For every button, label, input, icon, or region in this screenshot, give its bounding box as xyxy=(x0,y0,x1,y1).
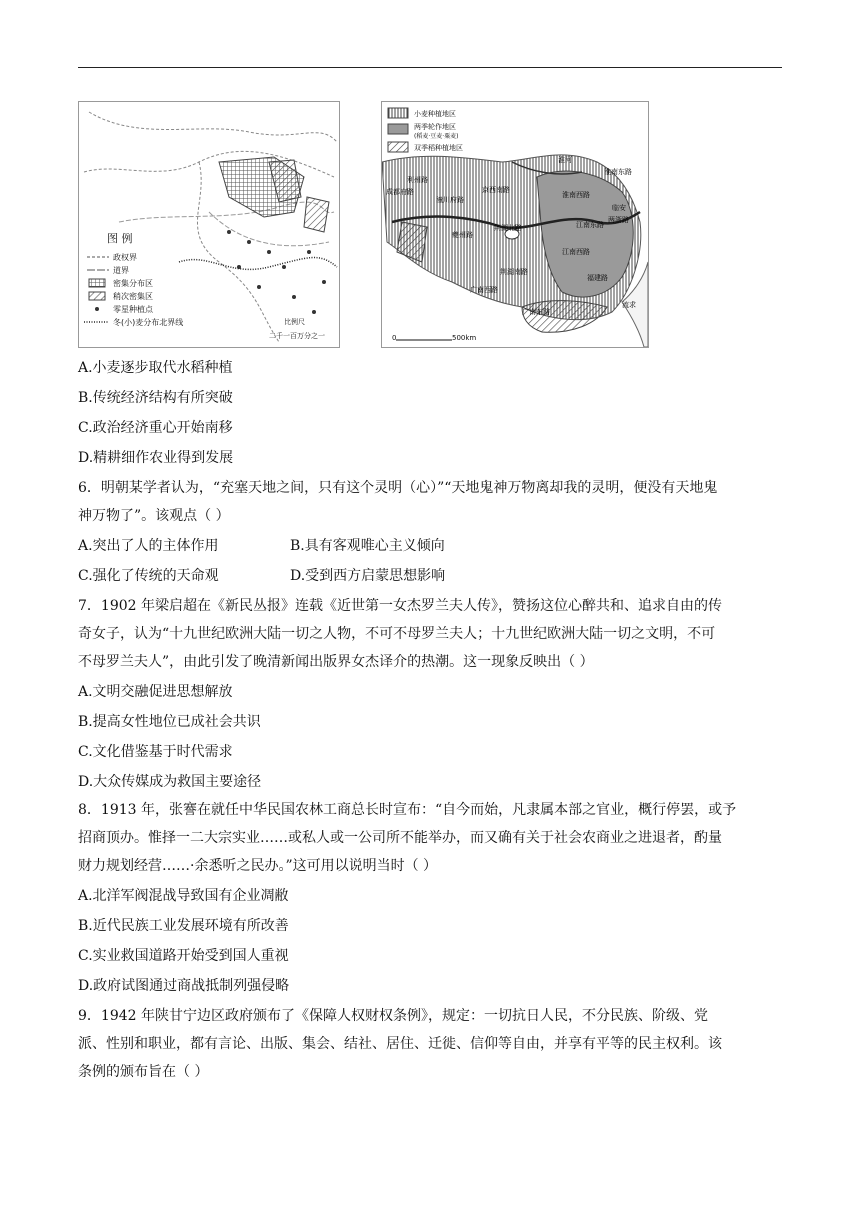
left-legend-title: 图 例 xyxy=(107,232,133,245)
song-agriculture-map xyxy=(382,102,648,347)
region-label: 京西南路 xyxy=(482,186,510,194)
q7-stem-line: 奇女子，认为“十九世纪欧洲大陆一切之人物，不可不母罗兰夫人；十九世纪欧洲大陆一切之文明，不可 xyxy=(78,626,716,642)
left-legend-item: 零星种植点 xyxy=(113,305,153,314)
q6-option-c: C.强化了传统的天命观 xyxy=(78,568,219,584)
region-label: 江南西路 xyxy=(562,248,590,256)
q5-option-c: C.政治经济重心开始南移 xyxy=(78,420,233,436)
left-scale-label: 比例尺 xyxy=(284,318,305,326)
region-label: 淮南东路 xyxy=(604,168,632,176)
region-label: 淮河 xyxy=(558,156,572,164)
q9-stem-line: 条例的颁布旨在（ ） xyxy=(78,1064,209,1080)
region-label: 临安 xyxy=(612,204,626,212)
q9-stem-line: 9．1942 年陕甘宁边区政府颁布了《保障人权财权条例》，规定：一切抗日人民，不分民族、阶级、党 xyxy=(78,1008,708,1024)
q8-stem-line: 财力规划经营……·余悉听之民办。”这可用以说明当时（ ） xyxy=(78,858,438,874)
q6-stem-line: 6．明朝某学者认为，“充塞天地之间，只有这个灵明（心）”“天地鬼神万物离却我的灵明，便没有天地鬼 xyxy=(78,480,718,496)
region-label: 福建路 xyxy=(587,274,608,282)
right-legend-item: 两季轮作地区 xyxy=(414,123,456,131)
right-scale-zero: 0 xyxy=(392,334,397,342)
q6-stem-line: 神万物了”。该观点（ ） xyxy=(78,508,230,524)
q8-option-a: A.北洋军阀混战导致国有企业凋敝 xyxy=(78,888,289,904)
q7-option-b: B.提高女性地位已成社会共识 xyxy=(78,714,261,730)
q7-option-a: A.文明交融促进思想解放 xyxy=(78,684,233,700)
left-map xyxy=(78,101,340,348)
region-label: 利州路 xyxy=(407,176,428,184)
left-legend-item: 道界 xyxy=(113,266,129,275)
region-label: 淮南西路 xyxy=(562,191,590,199)
region-label: 广南西路 xyxy=(470,286,498,294)
q6-option-d: D.受到西方启蒙思想影响 xyxy=(290,568,446,584)
left-legend-item: 冬(小)麦分布北界线 xyxy=(113,318,184,327)
q5-option-d: D.精耕细作农业得到发展 xyxy=(78,450,234,466)
q6-option-a: A.突出了人的主体作用 xyxy=(78,538,219,554)
region-label: 广南东路 xyxy=(522,308,550,316)
region-label: 夔州路 xyxy=(452,231,473,239)
left-scale-value: 二千一百万分之一 xyxy=(269,332,325,340)
q7-option-c: C.文化借鉴基于时代需求 xyxy=(78,744,233,760)
region-label: 流求 xyxy=(622,301,636,309)
q6-option-b: B.具有客观唯心主义倾向 xyxy=(290,538,445,554)
left-legend-item: 稍次密集区 xyxy=(113,292,153,301)
q8-option-b: B.近代民族工业发展环境有所改善 xyxy=(78,918,289,934)
left-legend-item: 政权界 xyxy=(113,253,137,262)
q8-stem-line: 8．1913 年，张謇在就任中华民国农林工商总长时宣布：“自今而始，凡隶属本部之官业，概行停罢，或予 xyxy=(78,802,737,818)
right-map xyxy=(381,101,649,348)
region-label: 荆湖北路 xyxy=(494,224,522,232)
q5-option-a: A.小麦逐步取代水稻种植 xyxy=(78,360,233,376)
wheat-distribution-map xyxy=(79,102,339,347)
q7-option-d: D.大众传媒成为救国主要途径 xyxy=(78,774,262,790)
q7-stem-line: 7．1902 年梁启超在《新民丛报》连载《近世第一女杰罗兰夫人传》，赞扬这位心醉共和、追求自由的传 xyxy=(78,598,722,614)
region-label: 潼川府路 xyxy=(436,196,464,204)
q8-option-d: D.政府试图通过商战抵制列强侵略 xyxy=(78,978,290,994)
q8-stem-line: 招商顶办。惟择一二大宗实业……或私人或一公司所不能举办，而又确有关于社会农商业之进退者，酌量 xyxy=(78,830,722,846)
header-rule xyxy=(78,67,782,68)
region-label: 江南东路 xyxy=(576,221,604,229)
region-label: 成都府路 xyxy=(386,188,414,196)
q7-stem-line: 不母罗兰夫人”，由此引发了晚清新闻出版界女杰译介的热潮。这一现象反映出（ ） xyxy=(78,654,594,670)
region-label: 荆湖南路 xyxy=(500,268,528,276)
q9-stem-line: 派、性别和职业，都有言论、出版、集会、结社、居住、迁徙、信仰等自由，并享有平等的民主权利。该 xyxy=(78,1036,722,1052)
right-legend-item: (稻麦·豆麦·粟麦) xyxy=(414,133,459,140)
q8-option-c: C.实业救国道路开始受到国人重视 xyxy=(78,948,289,964)
right-legend-item: 双季稻种植地区 xyxy=(414,144,463,152)
right-legend-item: 小麦种植地区 xyxy=(414,110,456,118)
q5-option-b: B.传统经济结构有所突破 xyxy=(78,390,233,406)
region-label: 两浙路 xyxy=(608,216,629,224)
right-scale-value: 500km xyxy=(452,334,477,342)
left-legend-item: 密集分布区 xyxy=(113,279,153,288)
